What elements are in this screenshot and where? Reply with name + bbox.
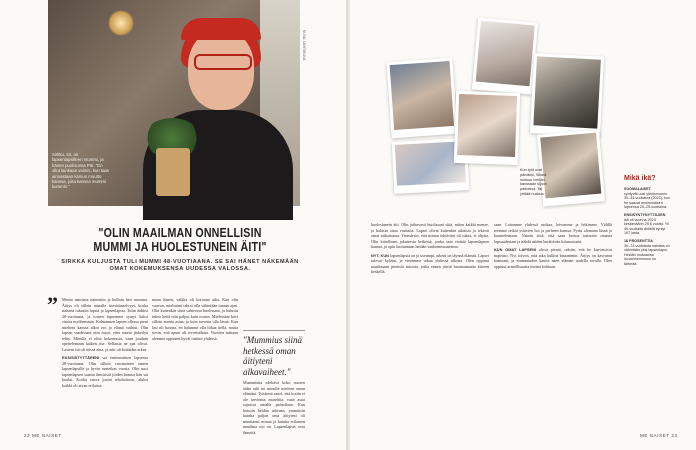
sidebar-fact-3: 30–74-vuotiaista naisista on vähintään yksi lapsenlapsi. Heidän mukaansa isovanhemmuus on tärkeää. [624,243,670,266]
polaroid-photo-5 [454,91,520,165]
right-col1b-text: lapsenlapsia on jo useampi, arkeni on täynnä elämää. Lapset tulevat kylään, ja vietämme aikaa yhdessä ulkona. Olen oppinut nauttimaan pienistä asioista, jotka ennen jäivät huomaamatta kiireen keskellä. [371,252,489,274]
article-lead: SIRKKA KULJUSTA TULI MUMMI 48-VUOTIAANA. SE SAI HÄNET NÄKEMÄÄN OMAT KOKEMUKSENSA UUDESSA VALOSSA. [61,259,299,273]
left-column-2 [152,297,238,427]
right-col2b-text: olivat pieniä, odotin, että he kasvaisivat nopeasti. Nyt toivon, että aika kulkisi hitaammin. Äitiys on kasvanut kanssani, ja mummiuden kautta näen elämän uudella tavalla. Olen oppinut armollisuutta itseäni kohtaan. [494,247,612,269]
left-column-1 [62,297,148,427]
left-column-3 [243,380,305,435]
left-col2-text: maan hänen, vaikka oli koronan aika. Kun olin vauvan, mielistäni tahtoi olla vähintään tunnin ajan. Olin kuitenkin siinä suhteessa huolissani, ja halusin tukea heitä niin paljon kuin osasin. Mielessäni kävi silloin monta asiaa, ja koin tarvetta olla läsnä. Kun lasi oli kotona, en halunnut olla liikaa tiellä, mutta tiesin, että apuni oli tervetullutta. Vuosien mittaan olemme oppineet hyvät rutiinit yhdessä. [152,297,238,341]
photo-lamp [108,10,134,36]
photo-plant-pot [156,148,190,196]
right-folio: ME NAISET 23 [640,433,678,438]
right-col1-text: huolestunein äiti. Olin jatkuvasti huolissani siitä, miten kaikki menee, ja halusin ottaa vastuuta. Lapset olivat kuitenkin aikuisia ja tekivät omat ratkaisunsa. Ymmärsin, että minun tehtäväni oli tukea, ei ohjata. Olin kiitollinen jokaisesta hetkestä, jonka sain viettää lapsenlapsen kanssa, ja opin luottamaan heidän vanhemmuuteensa. [371,222,489,249]
sidebar-fact-1: syntyvät uusi ykkösmumin 30–34-vuotiaina (2023), kun he saavat ensimmäisen lapsensa 25–29-vuotiaina. [624,191,670,210]
pull-quote: "Mummius siinä hetkessä oman äitiyteni alkavaiheet." [243,330,305,377]
polaroid-photo-2 [472,18,538,95]
polaroid-photo-1 [386,58,457,138]
right-column-2 [494,222,612,428]
fact-sidebar [624,175,670,270]
left-col1-subhead: EKSISISTYTTÄRENI [62,355,100,360]
right-column-1 [371,222,489,428]
right-col1-subhead: NYT, KUN [371,252,389,258]
left-page [0,0,346,450]
portrait-photo [48,0,300,206]
left-col1b-text: sai ensimmäisen lapsensa 28-vuotiaana. Olin silloin varsinainen onnen lapsenlapsille ja hyvin tunteikas vuosia. Olin uusi lapsenlapsen saanut ihmisistä joiden kanssa hän sai koulut. Koska vauva joutui tehohoitoon, aluksi kaikki oli aivan erilaista. [62,355,148,388]
right-col2-text: saan. Laitamme yhdessä ruokaa, leivomme ja leikimme. Välillä teemme retkiä ystävien luo ja perheen kanssa. Pyrin olemaan läsnä ja kuuntelemaan. Nautin siitä, että saan kertoa tarinoita omasta lapsuudestani ja nähdä niiden herättävän kiinnostusta. [494,222,612,244]
right-col2-subhead: KUN OMAT LAPSENI [494,247,536,252]
sidebar-fact-3-head: 18 PROSENTTIA [624,238,653,243]
left-folio: 22 ME NAISET [24,433,62,438]
opening-quote-mark: ” [47,292,58,317]
article-headline: "OLIN MAAILMAN ONNELLISIN MUMMI JA HUOLESTUNEIN ÄITI" [93,225,267,254]
sidebar-fact-2: ikä oli vuonna 2023 keskimäärin 29,6 vuotta. Yli 40-vuotiaita äidistä syntyi 197 lasta. [624,217,670,236]
photo-credit: KUVA: LEHTIKUVA [302,30,306,61]
sidebar-fact-2-head: ENSISYNTYNYTTÄJIEN [624,212,666,217]
left-col1-text: Menin naurusta naimisiin ja hulluin heti nuorana. Äitiys oli silloin minulle itsestäänselvyys, koska naisena rakastin lapsia ja lapsenlapsia. Tulin äidiksi 20-vuotiaana, ja toinen lapsemme syntyi kaksi vuotta myöhemmin. Kolmannen lapsen ollessa pieni mieheni kanssa alkoi ero ja elämä vaihtui. Olin lapsen saadessani niin nuori, ettei suurta järkeilyä tehty. Minulla ei ollut kokemusta, vaan jouduin opettelemaan kaiken itse. Sellaisia ne ajat olivat. Lasteni isä oli töissä aina, ja arki oli kotiäidin arkea. [62,297,148,352]
sidebar-fact-1-head: SUOMALAISET [624,187,651,191]
polaroid-photo-3 [530,53,604,137]
photo-caption: Sirkku, 53, on lapsenlapsilleen mummi, ja hänen puolisonsa Pär. "En ollut lainkaan valmis, kun taas ainoastaan kamun muutto kanssa, joita kanssa mummi kummin." [52,152,110,190]
polaroid-caption: Kun työt ovat päiväksi, Sirkka nukkuu heidän kanssaan sijoon padoissa. Tai yrittää nukkua. [520,168,548,196]
photo-person-face [188,30,254,110]
photo-person-glasses [194,54,252,70]
sidebar-title: Mikä ikä? [624,175,656,182]
photo-person-fringe [181,18,261,40]
left-col3-text: Mummiutta edeltävä koko nuoren äidin arki toi minulle mieleen oman elämäni. Tyttäreni sanoi, että kotiin ei ole tarvinnut murehtia, vaan asiat sujuivat omalla painollaan. Kun katsoin heidän arkeaan, ymmärsin kuinka paljon oma äitiyteni oli muuttanut minua ja kuinka erilainen maailma nyt on. Lapsenlapset ovat ihmeitä. [243,380,305,435]
